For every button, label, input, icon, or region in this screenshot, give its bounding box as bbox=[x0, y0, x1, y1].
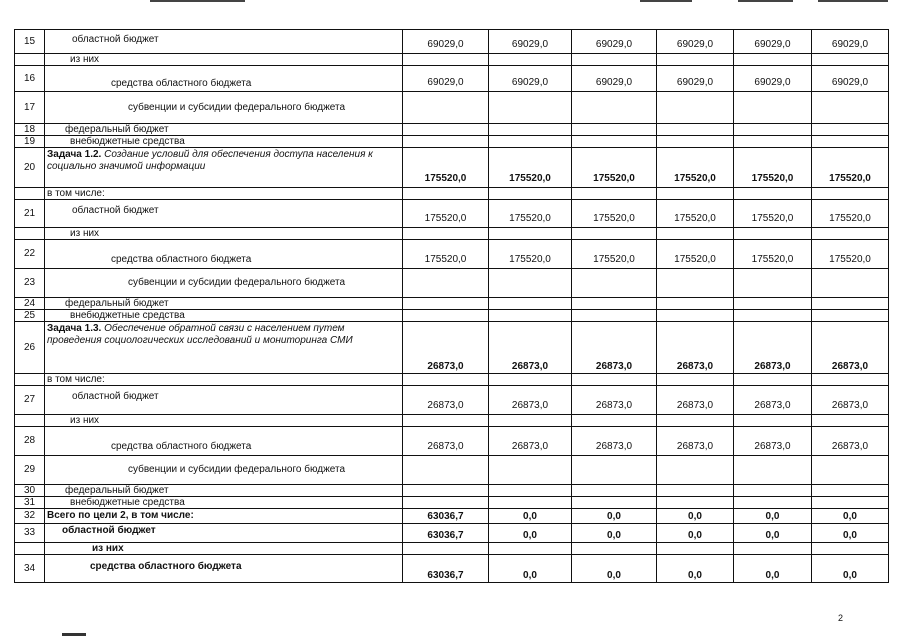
row-label: из них bbox=[45, 54, 403, 66]
value-cell: 26873,0 bbox=[489, 427, 572, 456]
table-row bbox=[15, 497, 889, 509]
row-number: 17 bbox=[15, 92, 45, 124]
value-cell: 26873,0 bbox=[403, 427, 489, 456]
table-row bbox=[15, 485, 889, 497]
value-cell: 175520,0 bbox=[734, 240, 812, 269]
value-cell: 0,0 bbox=[734, 555, 812, 583]
table-row bbox=[15, 92, 889, 124]
table-row bbox=[15, 415, 889, 427]
task-label: Задача 1.3. bbox=[47, 323, 102, 334]
value-cell: 69029,0 bbox=[657, 30, 734, 54]
value-cell: 26873,0 bbox=[572, 427, 657, 456]
table-row bbox=[15, 456, 889, 485]
row-number: 24 bbox=[15, 298, 45, 310]
row-label: средства областного бюджета bbox=[45, 555, 403, 583]
row-label: внебюджетные средства bbox=[45, 310, 403, 322]
value-cell: 69029,0 bbox=[572, 30, 657, 54]
value-cell: 0,0 bbox=[812, 555, 889, 583]
row-label: в том числе: bbox=[45, 374, 403, 386]
value-cell: 0,0 bbox=[572, 509, 657, 524]
row-label: федеральный бюджет bbox=[45, 485, 403, 497]
table-row bbox=[15, 509, 889, 524]
row-number: 29 bbox=[15, 456, 45, 485]
page-number: 2 bbox=[838, 613, 844, 623]
table-row bbox=[15, 136, 889, 148]
row-number: 33 bbox=[15, 524, 45, 543]
table-row bbox=[15, 427, 889, 456]
row-number bbox=[15, 374, 45, 386]
row-number: 31 bbox=[15, 497, 45, 509]
row-label: из них bbox=[45, 228, 403, 240]
row-label: из них bbox=[45, 415, 403, 427]
value-cell: 0,0 bbox=[489, 524, 572, 543]
value-cell: 175520,0 bbox=[572, 148, 657, 188]
value-cell: 69029,0 bbox=[812, 66, 889, 92]
value-cell: 26873,0 bbox=[812, 427, 889, 456]
value-cell: 69029,0 bbox=[489, 66, 572, 92]
value-cell: 69029,0 bbox=[489, 30, 572, 54]
row-label: из них bbox=[45, 543, 403, 555]
row-label: областной бюджет bbox=[45, 200, 403, 228]
value-cell: 26873,0 bbox=[657, 386, 734, 415]
table-row bbox=[15, 200, 889, 228]
row-number bbox=[15, 54, 45, 66]
row-number: 25 bbox=[15, 310, 45, 322]
value-cell: 0,0 bbox=[812, 524, 889, 543]
table-row bbox=[15, 374, 889, 386]
value-cell: 175520,0 bbox=[657, 148, 734, 188]
value-cell: 175520,0 bbox=[734, 200, 812, 228]
value-cell: 175520,0 bbox=[489, 148, 572, 188]
value-cell: 175520,0 bbox=[812, 240, 889, 269]
row-label: федеральный бюджет bbox=[45, 124, 403, 136]
row-number: 30 bbox=[15, 485, 45, 497]
value-cell: 175520,0 bbox=[572, 240, 657, 269]
table-row bbox=[15, 524, 889, 543]
table-row bbox=[15, 298, 889, 310]
row-number bbox=[15, 415, 45, 427]
value-cell: 0,0 bbox=[572, 555, 657, 583]
row-number bbox=[15, 228, 45, 240]
table-row bbox=[15, 543, 889, 555]
table-row bbox=[15, 148, 889, 188]
value-cell: 175520,0 bbox=[812, 148, 889, 188]
table-row bbox=[15, 30, 889, 54]
value-cell: 0,0 bbox=[734, 524, 812, 543]
row-label: областной бюджет bbox=[45, 386, 403, 415]
value-cell: 26873,0 bbox=[489, 386, 572, 415]
row-label: субвенции и субсидии федерального бюджета bbox=[45, 269, 403, 298]
table-row bbox=[15, 322, 889, 374]
value-cell: 26873,0 bbox=[403, 322, 489, 374]
table-row bbox=[15, 66, 889, 92]
value-cell: 26873,0 bbox=[734, 427, 812, 456]
row-label: внебюджетные средства bbox=[45, 136, 403, 148]
value-cell: 69029,0 bbox=[572, 66, 657, 92]
row-number: 15 bbox=[15, 30, 45, 54]
task-description bbox=[45, 322, 403, 374]
value-cell: 0,0 bbox=[572, 524, 657, 543]
row-number: 21 bbox=[15, 200, 45, 228]
row-number: 26 bbox=[15, 322, 45, 374]
value-cell: 175520,0 bbox=[657, 200, 734, 228]
value-cell: 26873,0 bbox=[734, 386, 812, 415]
row-label: средства областного бюджета bbox=[45, 240, 403, 269]
task-label: Задача 1.2. bbox=[47, 149, 102, 160]
value-cell: 69029,0 bbox=[734, 66, 812, 92]
value-cell: 175520,0 bbox=[657, 240, 734, 269]
value-cell: 175520,0 bbox=[403, 240, 489, 269]
value-cell: 26873,0 bbox=[572, 322, 657, 374]
value-cell: 63036,7 bbox=[403, 509, 489, 524]
table-row bbox=[15, 54, 889, 66]
value-cell: 0,0 bbox=[489, 509, 572, 524]
value-cell: 26873,0 bbox=[657, 427, 734, 456]
value-cell: 26873,0 bbox=[403, 386, 489, 415]
row-number: 23 bbox=[15, 269, 45, 298]
value-cell: 0,0 bbox=[812, 509, 889, 524]
value-cell: 0,0 bbox=[657, 509, 734, 524]
value-cell: 63036,7 bbox=[403, 555, 489, 583]
row-label: субвенции и субсидии федерального бюджета bbox=[45, 456, 403, 485]
row-number: 19 bbox=[15, 136, 45, 148]
top-edge-mark bbox=[818, 0, 888, 2]
row-label: в том числе: bbox=[45, 188, 403, 200]
row-number bbox=[15, 188, 45, 200]
row-label: федеральный бюджет bbox=[45, 298, 403, 310]
value-cell: 69029,0 bbox=[734, 30, 812, 54]
value-cell: 26873,0 bbox=[572, 386, 657, 415]
row-number: 20 bbox=[15, 148, 45, 188]
budget-table bbox=[14, 29, 889, 583]
value-cell: 26873,0 bbox=[734, 322, 812, 374]
row-label: Всего по цели 2, в том числе: bbox=[45, 509, 403, 524]
value-cell: 26873,0 bbox=[657, 322, 734, 374]
top-edge-mark bbox=[738, 0, 793, 2]
table-row bbox=[15, 386, 889, 415]
value-cell: 175520,0 bbox=[489, 200, 572, 228]
value-cell: 175520,0 bbox=[403, 200, 489, 228]
value-cell: 175520,0 bbox=[403, 148, 489, 188]
row-label: средства областного бюджета bbox=[45, 427, 403, 456]
top-edge-mark bbox=[640, 0, 692, 2]
value-cell: 69029,0 bbox=[812, 30, 889, 54]
table-row bbox=[15, 228, 889, 240]
row-label: внебюджетные средства bbox=[45, 497, 403, 509]
bottom-edge-mark bbox=[62, 633, 86, 636]
table-row bbox=[15, 240, 889, 269]
value-cell: 175520,0 bbox=[734, 148, 812, 188]
top-edge-mark bbox=[150, 0, 245, 2]
value-cell: 175520,0 bbox=[489, 240, 572, 269]
value-cell: 0,0 bbox=[657, 524, 734, 543]
value-cell: 69029,0 bbox=[657, 66, 734, 92]
task-text: Создание условий для обеспечения доступа населения к социально значимой информации bbox=[47, 149, 373, 172]
task-description bbox=[45, 148, 403, 188]
row-number: 27 bbox=[15, 386, 45, 415]
row-number: 22 bbox=[15, 240, 45, 269]
value-cell: 0,0 bbox=[657, 555, 734, 583]
task-text: Обеспечение обратной связи с населением путем проведения социологических исследований и мониторинга СМИ bbox=[47, 323, 353, 346]
row-label: областной бюджет bbox=[45, 30, 403, 54]
row-label: субвенции и субсидии федерального бюджета bbox=[45, 92, 403, 124]
value-cell: 69029,0 bbox=[403, 30, 489, 54]
value-cell: 0,0 bbox=[734, 509, 812, 524]
value-cell: 175520,0 bbox=[572, 200, 657, 228]
table-row bbox=[15, 188, 889, 200]
row-number: 18 bbox=[15, 124, 45, 136]
row-label: средства областного бюджета bbox=[45, 66, 403, 92]
table-row bbox=[15, 269, 889, 298]
row-number: 34 bbox=[15, 555, 45, 583]
table-row bbox=[15, 124, 889, 136]
value-cell: 69029,0 bbox=[403, 66, 489, 92]
value-cell: 26873,0 bbox=[812, 386, 889, 415]
row-number: 32 bbox=[15, 509, 45, 524]
value-cell: 175520,0 bbox=[812, 200, 889, 228]
value-cell: 26873,0 bbox=[812, 322, 889, 374]
table-row bbox=[15, 310, 889, 322]
row-label: областной бюджет bbox=[45, 524, 403, 543]
value-cell: 26873,0 bbox=[489, 322, 572, 374]
value-cell: 0,0 bbox=[489, 555, 572, 583]
row-number: 16 bbox=[15, 66, 45, 92]
row-number bbox=[15, 543, 45, 555]
row-number: 28 bbox=[15, 427, 45, 456]
table-row bbox=[15, 555, 889, 583]
value-cell: 63036,7 bbox=[403, 524, 489, 543]
